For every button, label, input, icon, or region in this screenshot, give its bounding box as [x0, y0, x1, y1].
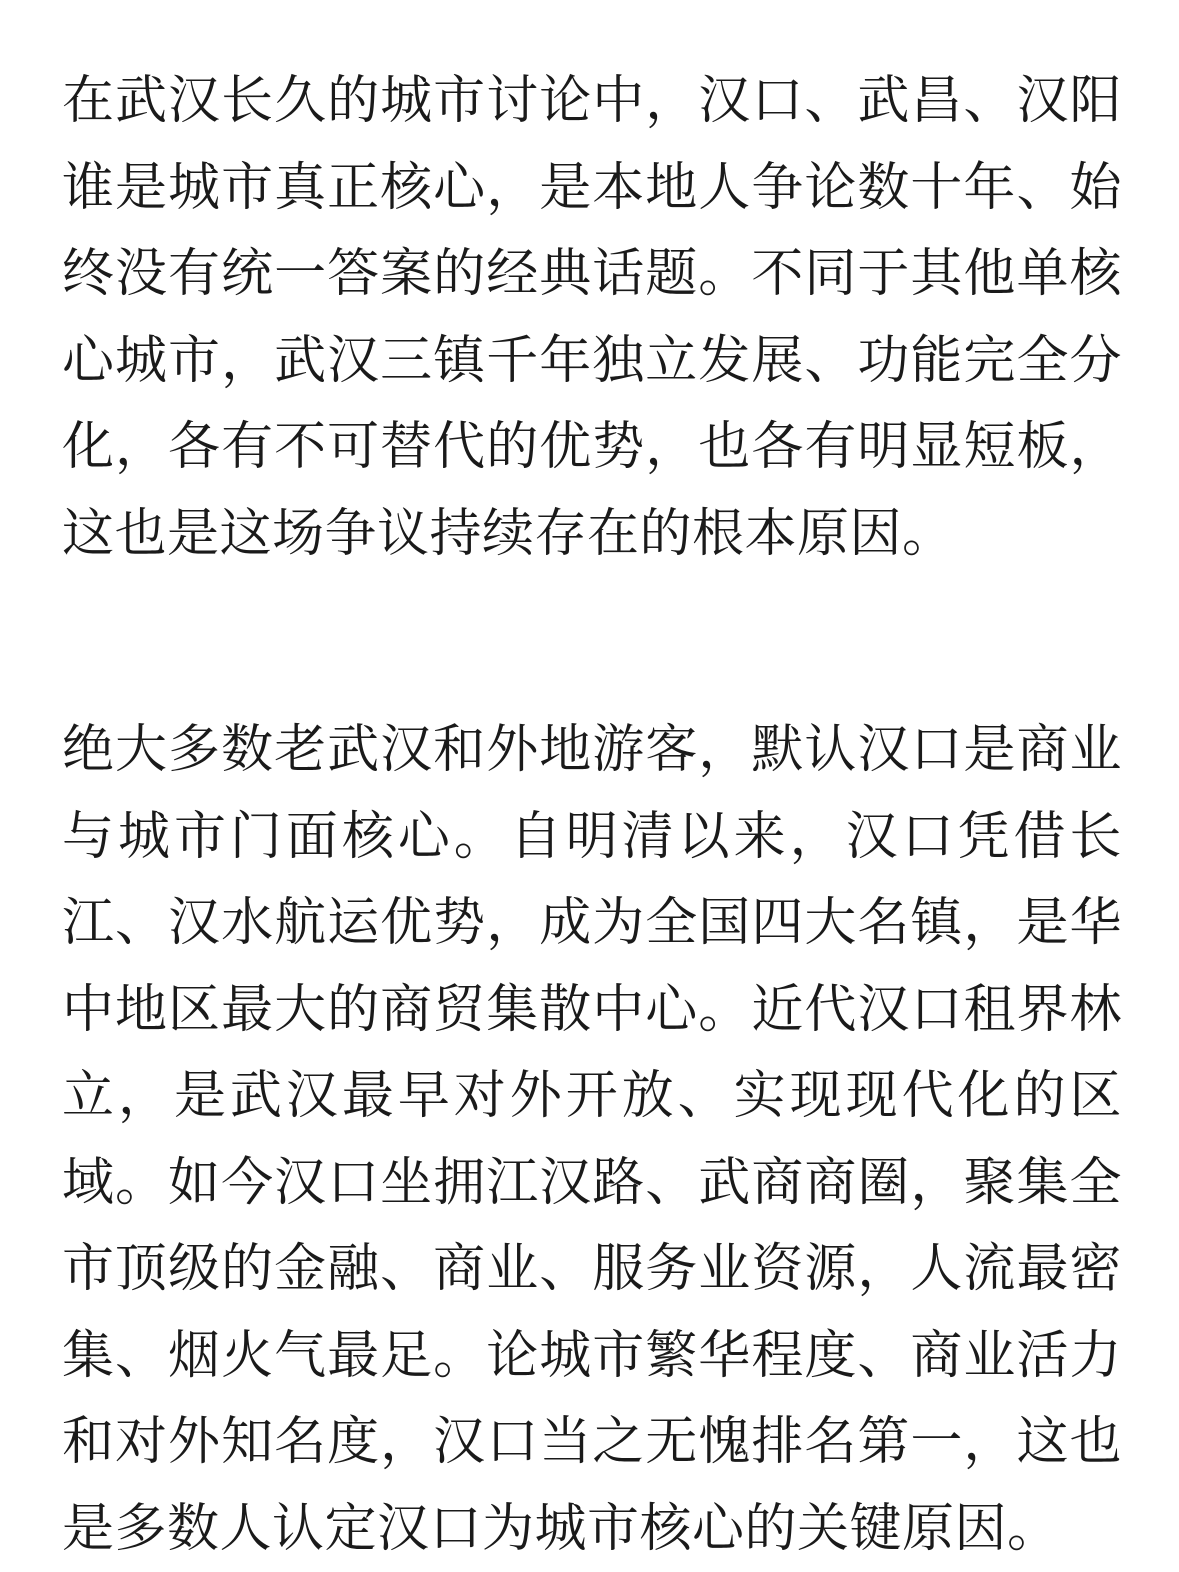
- paragraph-intro: 在武汉长久的城市讨论中，汉口、武昌、汉阳谁是城市真正核心，是本地人争论数十年、始终没有统一答案的经典话题。不同于其他单核心城市，武汉三镇千年独立发展、功能完全分化，各有不可替代的优势，也各有明显短板，这也是这场争议持续存在的根本原因。: [62, 71, 1122, 564]
- paragraph-hankou: 绝大多数老武汉和外地游客，默认汉口是商业与城市门面核心。自明清以来，汉口凭借长江、汉水航运优势，成为全国四大名镇，是华中地区最大的商贸集散中心。近代汉口租界林立，是武汉最早对外开放、实现现代化的区域。如今汉口坐拥江汉路、武商商圈，聚集全市顶级的金融、商业、服务业资源，人流最密集、烟火气最足。论城市繁华程度、商业活力和对外知名度，汉口当之无愧排名第一，这也是多数人认定汉口为城市核心的关键原因。: [62, 720, 1122, 1559]
- article-body: [62, 58, 1122, 1572]
